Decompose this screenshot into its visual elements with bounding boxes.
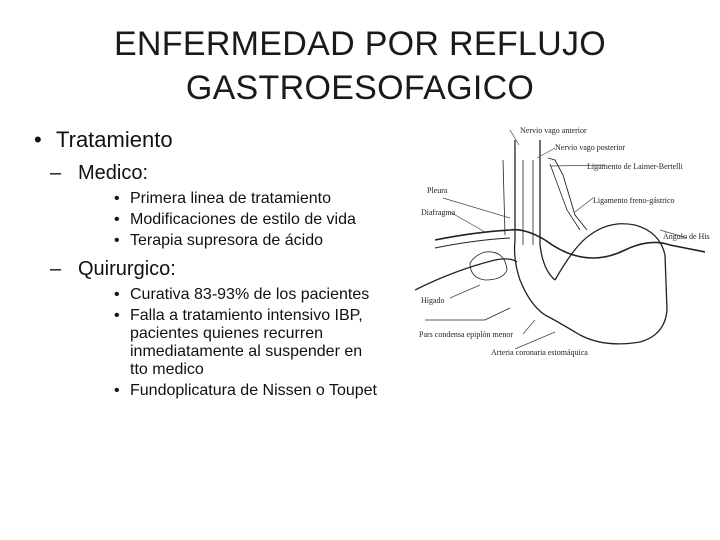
dash-marker: – (50, 162, 62, 184)
bullet-tratamiento: • Tratamiento (30, 126, 410, 154)
label-higado: Hígado (421, 296, 445, 305)
quirurgico-item: • Curativa 83-93% de los pacientes (114, 286, 370, 303)
medico-item: • Primera linea de tratamiento (114, 190, 331, 207)
medico-item: • Modificaciones de estilo de vida (114, 211, 356, 228)
quirurgico-items (30, 286, 410, 400)
label-pleura: Pleura (427, 186, 448, 195)
medico-item: • Terapia supresora de ácido (114, 232, 324, 249)
label-nervio-posterior: Nervio vago posterior (555, 143, 626, 152)
label-ligamento-gastrico: Ligamento freno-gástrico (593, 196, 675, 205)
slide-title (60, 22, 660, 110)
dash-marker: – (50, 258, 62, 280)
title-line-1: ENFERMEDAD POR REFLUJO (113, 25, 607, 63)
subheading-medico-label: Medico: (78, 162, 149, 184)
label-pars-condensa: Pars condensa epiplón menor (419, 330, 513, 339)
medico-items (30, 190, 410, 250)
label-angulo-his: Ángulo de His (663, 232, 710, 241)
label-diafragma: Diafragma (421, 208, 456, 217)
subheading-quirurgico (30, 256, 410, 282)
bullet-list (30, 126, 410, 403)
quirurgico-item: • Fundoplicatura de Nissen o Toupet (114, 382, 377, 399)
anatomy-illustration (415, 120, 710, 365)
subheading-quirurgico-label: Quirurgico: (78, 258, 176, 280)
label-nervio-anterior: Nervio vago anterior (520, 126, 587, 135)
label-arteria: Arteria coronaria estomáquica (491, 348, 588, 357)
anatomy-drawing (415, 120, 705, 365)
label-ligamento: Ligamento de Laimer-Bertelli (587, 162, 683, 171)
title-line-2: GASTROESOFAGICO (185, 69, 535, 107)
quirurgico-item: • Falla a tratamiento intensivo IBP, pacientes quienes recurren inmediatamente al suspender en tto medico (114, 307, 363, 378)
subheading-medico (30, 160, 410, 186)
